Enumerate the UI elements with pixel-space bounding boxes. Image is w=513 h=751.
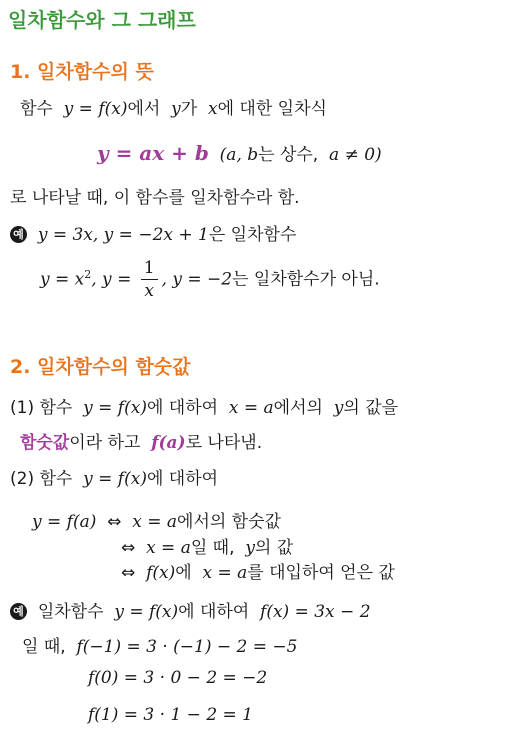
s1-line-3: 로 나타날 때, 이 함수를 일차함수라 함. [10, 188, 300, 208]
equiv-arrow: ⇔ [121, 563, 136, 583]
text: 가 [180, 99, 198, 119]
text: 함수 [20, 99, 53, 119]
example-badge: 예 [10, 226, 27, 243]
text: 은 일차함수 [208, 225, 297, 245]
page-title: 일차함수와 그 그래프 [8, 8, 196, 32]
math: (a, b [219, 145, 259, 165]
numerator: 1 [141, 257, 158, 280]
example-badge: 예 [10, 603, 27, 620]
math: x [208, 99, 218, 119]
s2-equiv-1 [32, 507, 281, 532]
s2-para-2 [20, 428, 262, 453]
text: 에 대하여 [146, 469, 219, 489]
section-1-heading: 1. 일차함수의 뜻 [10, 61, 154, 83]
text: 일차함수 [37, 602, 104, 622]
text: 에 [175, 563, 192, 583]
text: 의 값 [254, 538, 294, 558]
equiv-arrow: ⇔ [121, 538, 136, 558]
math: x = a [228, 398, 274, 418]
fraction [141, 257, 158, 302]
text: 에서의 함숫값 [177, 512, 281, 532]
math: y = f(x) [114, 602, 179, 622]
text: 이라 하고 [69, 433, 141, 453]
text: (1) 함수 [10, 398, 73, 418]
math: y = f(a) [32, 512, 97, 532]
math: y [171, 99, 181, 119]
s2-para-1 [10, 393, 398, 418]
math: f(−1) = 3 · (−1) − 2 = −5 [76, 637, 298, 657]
math: x = a [132, 512, 178, 532]
text: 일 때, [190, 538, 235, 558]
equiv-arrow: ⇔ [107, 512, 122, 532]
text: 일 때, [22, 637, 66, 657]
text: 는 일차함수가 아님. [232, 269, 380, 290]
math: y = x [40, 269, 85, 290]
s2-example-1 [10, 597, 371, 622]
s2-equiv-3 [121, 558, 395, 583]
denominator: x [144, 281, 154, 301]
math: , y = −2 [161, 269, 233, 290]
math: y [333, 398, 344, 418]
text: 에서의 [273, 398, 323, 418]
math: a ≠ 0) [329, 145, 382, 165]
math: y = f(x) [83, 469, 147, 489]
math: f(x) [146, 563, 176, 583]
term-highlight: 함숫값 [20, 433, 70, 453]
text: 에 대한 일차식 [217, 99, 327, 119]
text: (2) 함수 [10, 469, 73, 489]
math: y = f(x) [83, 398, 147, 418]
fa-highlight: f(a) [151, 433, 186, 453]
math: y = 3x, y = −2x + 1 [37, 225, 209, 245]
s2-para-3 [10, 464, 218, 489]
math: x = a [202, 563, 248, 583]
s1-line-1 [20, 94, 327, 119]
text: 로 나타냄. [185, 433, 263, 453]
linear-formula: y = ax + b [97, 141, 209, 165]
section-2-heading: 2. 일차함수의 함숫값 [10, 356, 191, 378]
text: 에 대하여 [146, 398, 219, 418]
text: 에서 [127, 99, 161, 119]
text: 의 값을 [343, 398, 399, 418]
math: , y = [91, 269, 132, 290]
s2-example-4: f(1) = 3 · 1 − 2 = 1 [88, 705, 254, 725]
s1-example-1 [10, 220, 296, 245]
math: y [245, 538, 255, 558]
s1-formula-line [97, 140, 382, 165]
math: f(x) = 3x − 2 [260, 602, 371, 622]
text: 에 대하여 [178, 602, 250, 622]
math: 2 [84, 267, 92, 281]
math: x = a [146, 538, 191, 558]
s2-example-3: f(0) = 3 · 0 − 2 = −2 [88, 668, 268, 688]
text: 를 대입하여 얻은 값 [247, 563, 395, 583]
text: 는 상수, [258, 145, 319, 165]
s1-example-2 [40, 257, 380, 302]
s2-equiv-2 [121, 533, 293, 558]
math: y = f(x) [63, 99, 128, 119]
s2-example-2 [22, 632, 297, 657]
